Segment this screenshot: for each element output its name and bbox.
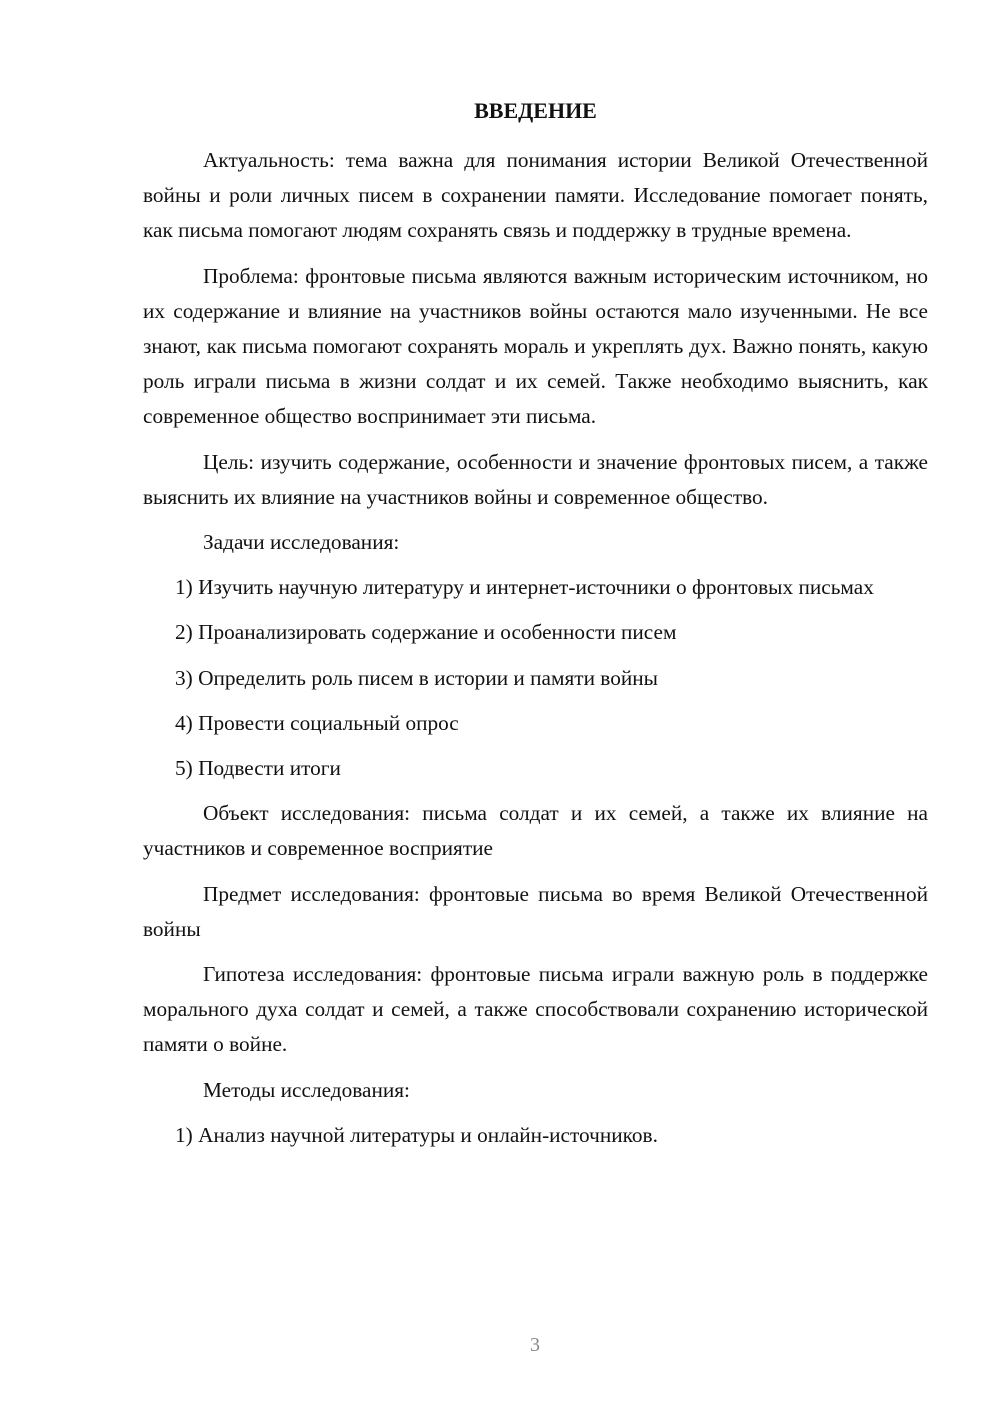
subject-paragraph: Предмет исследования: фронтовые письма во время Великой Отечественной войны	[143, 881, 928, 941]
method-item: 1) Анализ научной литературы и онлайн-источников.	[175, 1122, 658, 1147]
task-item: 5) Подвести итоги	[175, 756, 341, 781]
task-item: 3) Определить роль писем в истории и памяти войны	[175, 665, 658, 690]
document-page	[143, 96, 928, 1163]
goal-paragraph: Цель: изучить содержание, особенности и значение фронтовых писем, а также выяснить их влияние на участников войны и современное общество.	[143, 449, 928, 509]
task-item: 2) Проанализировать содержание и особенности писем	[175, 620, 677, 645]
relevance-paragraph: Актуальность: тема важна для понимания истории Великой Отечественной войны и роли личных писем в сохранении памяти. Исследование помогает понять, как письма помогают людям сохранять связь и поддержку в трудные времена.	[143, 148, 928, 243]
hypothesis-paragraph: Гипотеза исследования: фронтовые письма играли важную роль в поддержке морального духа солдат и семей, а также способствовали сохранению исторической памяти о войне.	[143, 962, 928, 1057]
object-paragraph: Объект исследования: письма солдат и их семей, а также их влияние на участников и современное восприятие	[143, 801, 928, 861]
tasks-heading: Задачи исследования:	[203, 530, 400, 555]
page-number: 3	[530, 1334, 540, 1356]
methods-heading: Методы исследования:	[203, 1077, 410, 1102]
problem-paragraph: Проблема: фронтовые письма являются важным историческим источником, но их содержание и влияние на участников войны остаются мало изученными. Не все знают, как письма помогают сохранять мораль и укреплять дух. Важно понять, какую роль играли письма в жизни солдат и их семей. Также необходимо выяснить, как современное общество воспринимает эти письма.	[143, 263, 928, 429]
task-item: 4) Провести социальный опрос	[175, 710, 459, 735]
task-item: 1) Изучить научную литературу и интернет-источники о фронтовых письмах	[175, 575, 874, 600]
section-title: ВВЕДЕНИЕ	[474, 98, 597, 123]
